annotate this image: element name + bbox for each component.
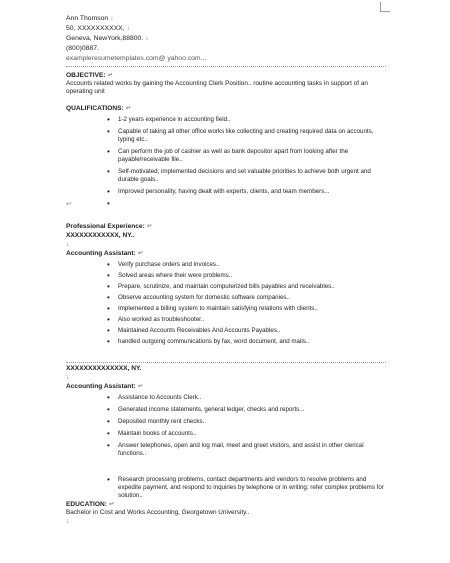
address-line: 50, XXXXXXXXXX,: [66, 25, 125, 32]
list-item: • Improved personality, having dealt with experts, clients, and team members...: [107, 187, 330, 196]
education-title: EDUCATION:: [66, 501, 107, 508]
qualifications-list: • 1-2 years experience in accounting field.. • Capable of taking all other office works like collecting and creating required data on accounts, typing etc.. • Can perform the job of cashier as well as bank depositor apart from looking after the payable/receivable file.. • Self-motivated; implemented decisions and set valuable priorities to achieve both urgent and durable goals.. • Improved personality, having dealt with experts, clients, and team members... •: [66, 116, 390, 196]
city-line: Geneva, NewYork,88800.: [66, 35, 144, 42]
contact-header: [66, 14, 390, 64]
job-1-duties: [66, 261, 390, 346]
paragraph-mark: ↵: [66, 201, 72, 208]
experience-section: Professional Experience: ↵ XXXXXXXXXXXX, NY.. ↓ Accounting Assistant: ↵ • Verify purchase orders and invoices.. • Solved areas where their were problems.. • Prepare, scrutinize, and maintain computerized bills payables and receivables.. • Observe accounting system for domestic software companies.. • Implemented a billing system to maintain satisfying relations with clients.. • Also worked as troubleshooter.. • Maintained Accounts Receivables And Accounts Payables.. • handled outgoing communications by fax, word document, and mails..: [66, 222, 390, 349]
list-item: • Observe accounting system for domestic software companies..: [107, 293, 290, 302]
education-text: Bachelor in Cost and Works Accounting, Georgetown University..: [66, 509, 250, 516]
page-corner-mark: [380, 2, 390, 12]
objective-title: OBJECTIVE:: [66, 72, 106, 79]
list-item: • handled outgoing communications by fax, word document, and mails..: [107, 337, 310, 346]
list-item: • Verify purchase orders and invoices..: [107, 260, 220, 269]
education-section: EDUCATION: ↵ Bachelor in Cost and Works Accounting, Georgetown University.. ↓: [66, 500, 390, 526]
objective-text: Accounts related works by gaining the Accounting Clerk Position.. routine accounting tasks in support of an operating unit: [66, 80, 368, 95]
job-2-duties: [66, 394, 390, 500]
list-item: • Self-motivated; implemented decisions and set valuable priorities to achieve both urgent and durable goals..: [107, 167, 371, 183]
experience-job-2: XXXXXXXXXXXXXX, NY. ↓ Accounting Assistant: ↵ • Assistance to Accounts Clerk.. • Generated income statements, general ledger, checks and reports... • Deposited monthly rent checks.. • Maintain books of accounts.. • Answer telephones, open and log mail, meet and greet visitors, and assist in other clerical functions.. • Research processing problems, contact departments and vendors to resolve problems and expedite payment, and respond to inquiries by telephone or in writing; refer complex problems for solution..: [66, 364, 390, 504]
experience-title: Professional Experience:: [66, 223, 145, 230]
qualifications-section: QUALIFICATIONS: ↵ • 1-2 years experience in accounting field.. • Capable of taking all other office works like collecting and creating required data on accounts, typing etc.. • Can perform the job of cashier as well as bank depositor apart from looking after the payable/receivable file.. • Self-motivated; implemented decisions and set valuable priorities to achieve both urgent and durable goals.. • Improved personality, having dealt with experts, clients, and team members... • ↵: [66, 104, 390, 209]
list-item: • Can perform the job of cashier as well as bank depositor apart from looking after the payable/receivable file..: [107, 147, 349, 163]
company-1: XXXXXXXXXXXX, NY..: [66, 232, 135, 239]
list-item: • Deposited monthly rent checks..: [107, 417, 207, 426]
applicant-name: Ann Thomson: [66, 15, 109, 22]
line-break-mark: ↓: [126, 25, 130, 32]
list-item: • Also worked as troubleshooter..: [107, 315, 205, 324]
list-item: [66, 462, 390, 472]
phone-line: (800)0887.: [66, 45, 99, 52]
list-item: • Implemented a billing system to maintain satisfying relations with clients..: [107, 304, 318, 313]
list-item: • Solved areas where their were problems..: [107, 271, 233, 280]
list-item: • Research processing problems, contact departments and vendors to resolve problems and expedite payment, and respond to inquiries by telephone or in writing; refer complex problems for solution..: [107, 475, 384, 499]
line-break-mark: ↓: [110, 15, 114, 22]
list-item: • Capable of taking all other office works like collecting and creating required data on accounts, typing etc..: [107, 127, 374, 143]
header-divider: [66, 66, 386, 67]
list-item: • Answer telephones, open and log mail, meet and greet visitors, and assist in other clerical functions..: [107, 441, 364, 457]
role-2: Accounting Assistant:: [66, 383, 136, 390]
company-2: XXXXXXXXXXXXXX, NY.: [66, 365, 142, 372]
list-item: • Maintained Accounts Receivables And Accounts Payables..: [107, 326, 281, 335]
list-item: • Maintain books of accounts..: [107, 429, 197, 438]
email-line: exampleresumetemplates.com@ yahoo.com...: [66, 55, 207, 62]
list-item: • Prepare, scrutinize, and maintain computerized bills payables and receivables..: [107, 282, 335, 291]
qualifications-title: QUALIFICATIONS:: [66, 105, 124, 112]
section-divider: [66, 362, 386, 363]
list-item: • 1-2 years experience in accounting field..: [107, 115, 231, 124]
list-item: • Generated income statements, general ledger, checks and reports...: [107, 405, 305, 414]
list-item: • Assistance to Accounts Clerk..: [107, 393, 202, 402]
objective-section: OBJECTIVE: ↵ Accounts related works by gaining the Accounting Clerk Position.. routine accounting tasks in support of an operating unit: [66, 71, 390, 96]
line-break-mark: ↓: [145, 35, 149, 42]
role-1: Accounting Assistant:: [66, 250, 136, 257]
